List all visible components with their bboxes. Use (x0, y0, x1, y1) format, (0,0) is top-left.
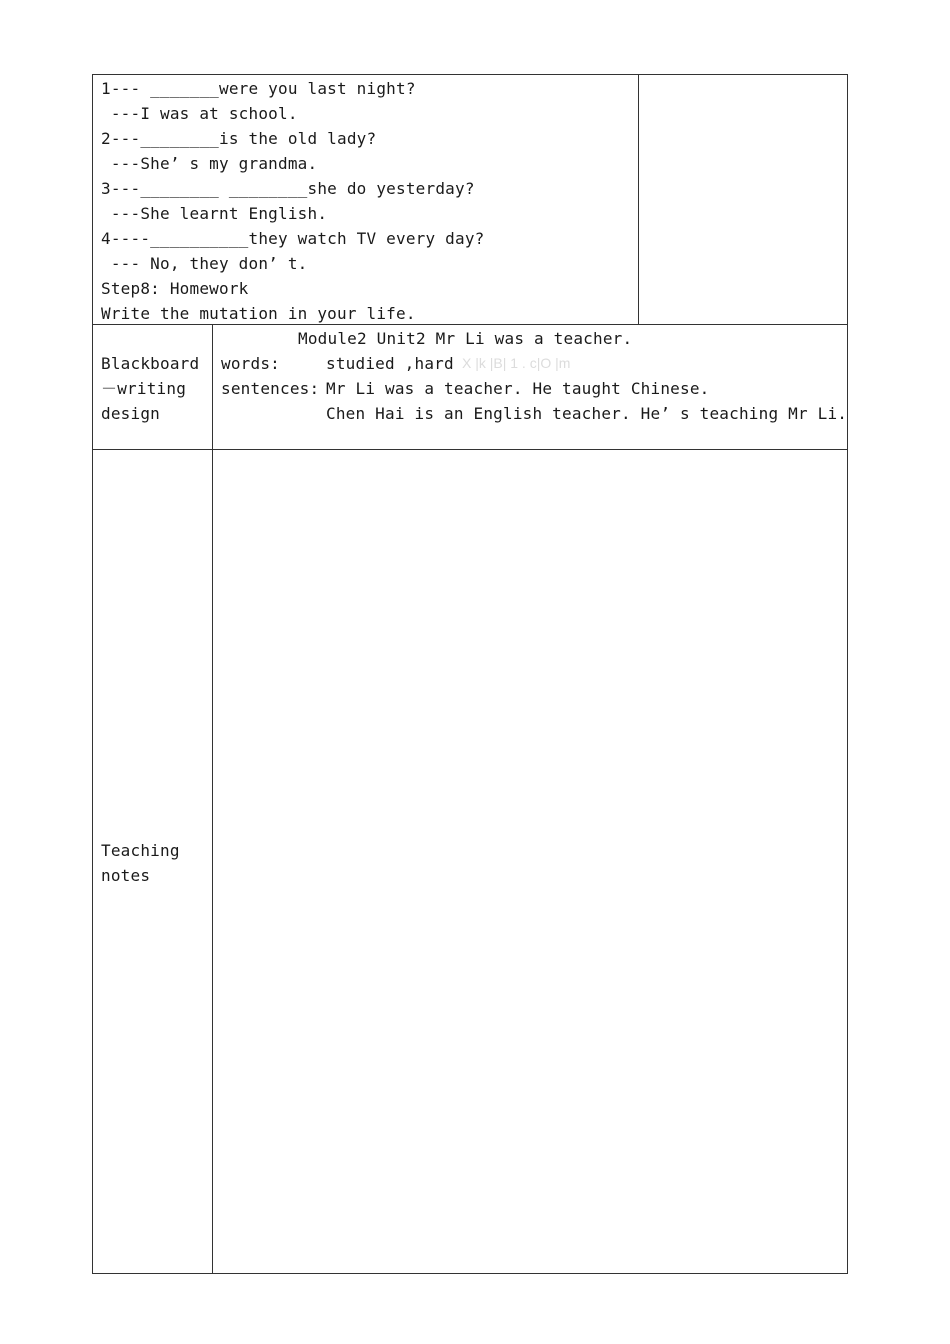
homework-task: Write the mutation in your life. (101, 304, 416, 323)
blackboard-content-cell (213, 325, 847, 449)
blackboard-label-line: －writing (101, 379, 187, 398)
sentences-label: sentences: (221, 379, 320, 398)
teaching-notes-label-cell (93, 450, 213, 1273)
words-value: studied ,hard (326, 354, 454, 373)
lesson-plan-table (92, 74, 848, 1274)
teaching-notes-row (93, 450, 847, 1273)
exercise-line: --- No, they don’ t. (101, 254, 308, 273)
blackboard-label-line: design (101, 404, 160, 423)
exercise-line: ---She’ s my grandma. (101, 154, 318, 173)
exercise-line: 1--- _______were you last night? (101, 79, 416, 98)
watermark-text: X |k |B| 1 . c|O |m (462, 355, 571, 371)
teaching-notes-content-cell (213, 450, 847, 1273)
teaching-notes-label-line: notes (101, 866, 151, 885)
blackboard-label-line: Blackboard (101, 354, 200, 373)
blackboard-label-cell (93, 325, 213, 449)
exercise-line: ---She learnt English. (101, 204, 328, 223)
blackboard-row (93, 325, 847, 450)
exercise-line: 4----__________they watch TV every day? (101, 229, 485, 248)
exercise-line: 3---________ ________she do yesterday? (101, 179, 475, 198)
exercise-side-cell (639, 75, 847, 324)
exercise-line: 2---________is the old lady? (101, 129, 377, 148)
teaching-notes-label-line: Teaching (101, 841, 180, 860)
sentence-1: Mr Li was a teacher. He taught Chinese. (326, 379, 710, 398)
exercise-row (93, 75, 847, 325)
homework-heading: Step8: Homework (101, 279, 249, 298)
sentence-2: Chen Hai is an English teacher. He’ s teaching Mr Li. (326, 404, 848, 423)
exercise-line: ---I was at school. (101, 104, 298, 123)
exercise-cell (93, 75, 639, 324)
blackboard-title: Module2 Unit2 Mr Li was a teacher. (298, 329, 633, 348)
words-label: words: (221, 354, 280, 373)
